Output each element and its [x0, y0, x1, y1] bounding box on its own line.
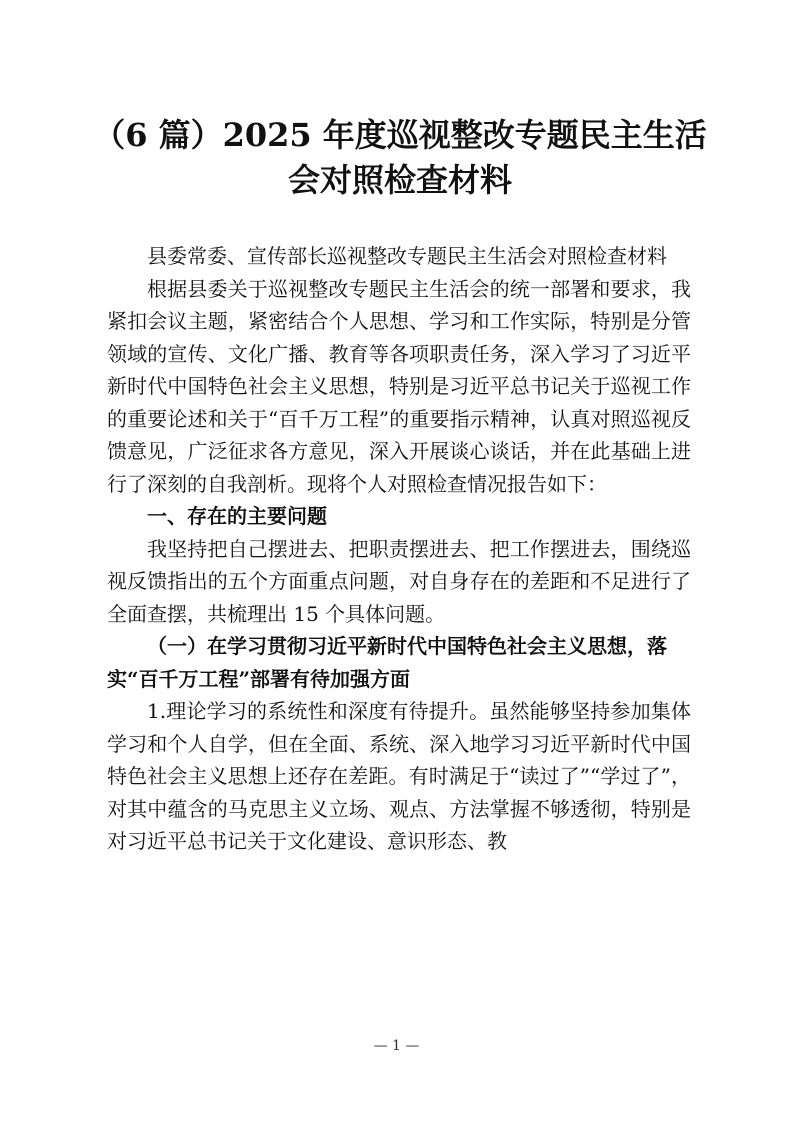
- intro-paragraph: 根据县委关于巡视整改专题民主生活会的统一部署和要求，我紧扣会议主题，紧密结合个人思想、学习和工作实际，特别是分管领域的宣传、文化广播、教育等各项职责任务，深入学习了习近平新时代中国特色社会主义思想，特别是习近平总书记关于巡视工作的重要论述和关于“百千万工程”的重要指示精神，认真对照巡视反馈意见，广泛征求各方意见，深入开展谈心谈话，并在此基础上进行了深刻的自我剖析。现将个人对照检查情况报告如下：: [107, 276, 691, 496]
- section-body-problems: 我坚持把自己摆进去、把职责摆进去、把工作摆进去，围绕巡视反馈指出的五个方面重点问题，对自身存在的差距和不足进行了全面查摆，共梳理出 15 个具体问题。: [107, 536, 691, 626]
- subsection-heading-1: （一）在学习贯彻习近平新时代中国特色社会主义思想，落实“百千万工程”部署有待加强方面: [107, 634, 667, 691]
- title-line-1: （6 篇）2025 年度巡视整改专题民主生活: [93, 116, 707, 154]
- document-body: [107, 240, 691, 858]
- document-title: [90, 113, 710, 203]
- point-1-paragraph: 1.理论学习的系统性和深度有待提升。虽然能够坚持参加集体学习和个人自学，但在全面、系统、深入地学习习近平新时代中国特色社会主义思想上还存在差距。有时满足于“读过了”“学过了”，对其中蕴含的马克思主义立场、观点、方法掌握不够透彻，特别是对习近平总书记关于文化建设、意识形态、教: [107, 699, 691, 853]
- page-number: — 1 —: [373, 1038, 420, 1054]
- subtitle-paragraph: 县委常委、宣传部长巡视整改专题民主生活会对照检查材料: [147, 244, 667, 268]
- section-heading-problems: 一、存在的主要问题: [147, 504, 327, 528]
- title-line-2: 会对照检查材料: [287, 161, 512, 199]
